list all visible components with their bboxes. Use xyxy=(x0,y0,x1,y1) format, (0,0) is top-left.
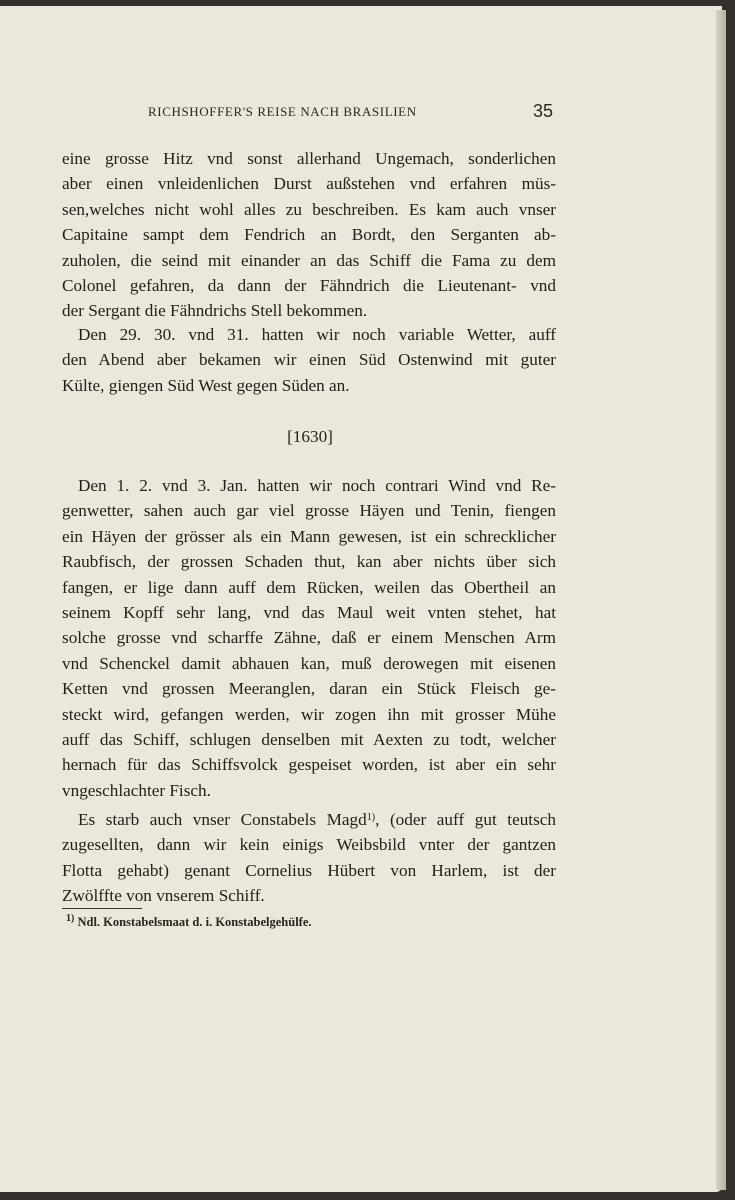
text-line: Capitaine sampt dem Fendrich an Bordt, den Serganten ab- xyxy=(62,225,556,245)
text-fragment: Es starb auch vnser Constabels Magd xyxy=(78,810,367,829)
text-line: genwetter, sahen auch gar viel grosse Häyen und Tenin, fiengen xyxy=(62,501,556,521)
text-line: vngeschlachter Fisch. xyxy=(62,780,211,800)
running-head: RICHSHOFFER'S REISE NACH BRASILIEN xyxy=(148,104,417,119)
text-line xyxy=(62,807,556,832)
text-line: Zwölffte von vnserem Schiff. xyxy=(62,886,265,906)
text-line: zugesellten, dann wir kein einigs Weibsbild vnter der gantzen xyxy=(62,835,556,855)
footnote-marker: 1) xyxy=(66,913,75,924)
text-line: Colonel gefahren, da dann der Fähndrich die Lieutenant- vnd xyxy=(62,276,556,296)
text-line: fangen, er lige dann auff dem Rücken, weilen das Obertheil an xyxy=(62,577,556,597)
text-line: auff das Schiff, schlugen denselben mit Aexten zu todt, welcher xyxy=(62,730,556,750)
paragraph-3 xyxy=(62,473,556,803)
text-line: ein Häyen der grösser als ein Mann gewesen, ist ein schrecklicher xyxy=(62,526,556,546)
footnote-reference: 1) xyxy=(366,812,376,823)
page-edge xyxy=(716,10,726,1190)
text-line: der Sergant die Fähndrichs Stell bekommen. xyxy=(62,301,368,321)
text-line: eine grosse Hitz vnd sonst allerhand Ungemach, sonderlichen xyxy=(62,149,556,168)
text-fragment: , (oder auff gut teutsch xyxy=(375,810,556,829)
text-line: hernach für das Schiffsvolck gespeiset worden, ist aber ein sehr xyxy=(62,755,556,775)
page-number: 35 xyxy=(533,101,554,121)
text-line: seinem Kopff sehr lang, vnd das Maul weit vnten stehet, hat xyxy=(62,603,556,623)
text-line: vnd Schenckel damit abhauen kan, muß derowegen mit eisenen xyxy=(62,653,556,673)
year-heading: [1630] xyxy=(287,427,333,446)
text-line: den Abend aber bekamen wir einen Süd Ostenwind mit guter xyxy=(62,350,556,370)
text-line: Külte, giengen Süd West gegen Süden an. xyxy=(62,375,350,395)
text-line: sen,welches nicht wohl alles zu beschreiben. Es kam auch vnser xyxy=(62,199,556,219)
text-line: aber einen vnleidenlichen Durst außstehen vnd erfahren müs- xyxy=(62,174,556,194)
text-line: Den 29. 30. vnd 31. hatten wir noch variable Wetter, auff xyxy=(78,325,556,344)
text-line: steckt wird, gefangen werden, wir zogen ihn mit grosser Mühe xyxy=(62,704,556,724)
paragraph-4 xyxy=(62,807,556,909)
text-line: Flotta gehabt) genant Cornelius Hübert von Harlem, ist der xyxy=(62,860,556,880)
paragraph-2 xyxy=(62,322,556,398)
text-line: Ketten vnd grossen Meeranglen, daran ein Stück Fleisch ge- xyxy=(62,679,556,699)
footnote xyxy=(66,915,312,930)
footnote-divider xyxy=(62,908,142,909)
text-line: Raubfisch, der grossen Schaden thut, kan aber nichts über sich xyxy=(62,552,556,572)
footnote-text: Ndl. Konstabelsmaat d. i. Konstabelgehülfe. xyxy=(77,915,312,929)
text-line: solche grosse vnd scharffe Zähne, daß er einem Menschen Arm xyxy=(62,628,556,648)
paragraph-1 xyxy=(62,146,556,324)
text-line: Den 1. 2. vnd 3. Jan. hatten wir noch contrari Wind vnd Re- xyxy=(78,476,556,495)
text-line: zuholen, die seind mit einander an das Schiff die Fama zu dem xyxy=(62,250,556,270)
